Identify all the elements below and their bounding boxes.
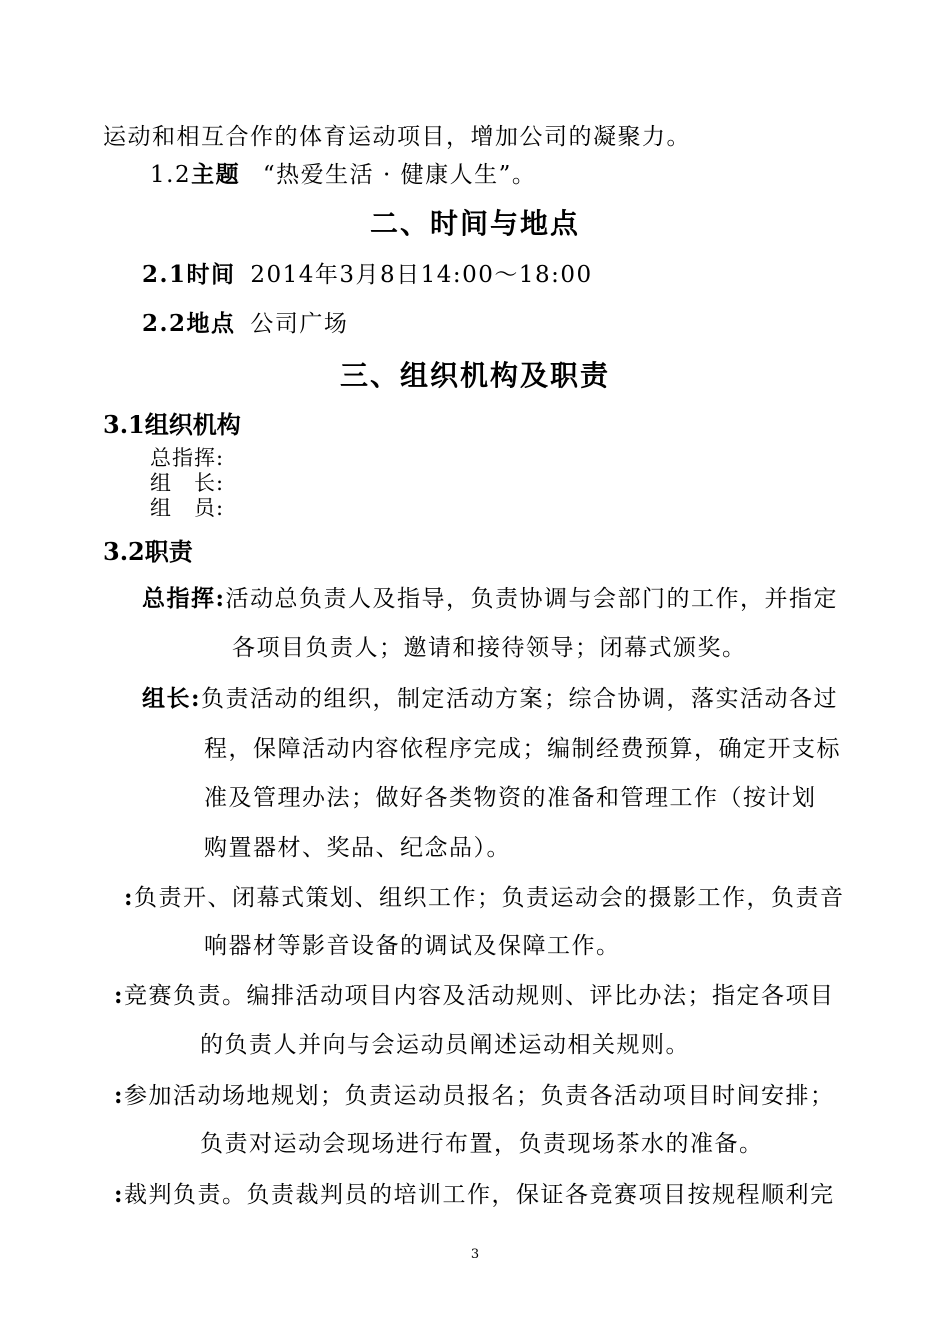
duty-subheading: 3.2职责 xyxy=(103,537,193,566)
section-heading-organization: 三、组织机构及职责 xyxy=(339,359,610,392)
theme-label: 主题 xyxy=(191,161,241,188)
leader-duty-label: 组长: xyxy=(142,685,201,712)
duty-item-2-line-1: :竞赛负责。编排活动项目内容及活动规则、评比办法；指定各项目 xyxy=(114,982,835,1009)
duty-item-3-line-2: 负责对运动会现场进行布置，负责现场茶水的准备。 xyxy=(200,1131,764,1157)
time-label: 2.1时间 xyxy=(142,261,236,288)
place-label: 2.2地点 xyxy=(142,310,236,337)
duty-item-2-line-2: 的负责人并向与会运动员阐述运动相关规则。 xyxy=(200,1032,690,1058)
time-text: 2014年3月8日14:00～18:00 xyxy=(250,262,593,288)
leader-duty-line-3: 准及管理办法；做好各类物资的准备和管理工作（按计划 xyxy=(204,785,817,811)
chief-duty-line-2: 各项目负责人；邀请和接待领导；闭幕式颁奖。 xyxy=(232,635,747,661)
leader-duty-line-1: 组长:负责活动的组织，制定活动方案；综合协调，落实活动各过 xyxy=(142,685,838,712)
duty-item-3-line-1: :参加活动场地规划；负责运动员报名；负责各活动项目时间安排； xyxy=(114,1082,835,1109)
page-number: 3 xyxy=(470,1247,480,1262)
duty-item-1-line-2: 响器材等影音设备的调试及保障工作。 xyxy=(204,933,621,959)
duty-item-1-label: : xyxy=(124,884,134,911)
place-line xyxy=(142,305,348,338)
duty-item-2-label: : xyxy=(114,982,124,1009)
duty-item-3-label: : xyxy=(114,1082,124,1109)
place-text: 公司广场 xyxy=(250,311,349,337)
theme-number: 1.2 xyxy=(150,162,192,188)
org-leader: 组 长: xyxy=(150,471,225,495)
chief-duty-label: 总指挥: xyxy=(142,585,226,612)
leader-duty-line-4: 购置器材、奖品、纪念品）。 xyxy=(204,835,511,861)
org-member: 组 员: xyxy=(150,496,225,520)
section-heading-time-place: 二、时间与地点 xyxy=(369,207,580,240)
paragraph-line: 运动和相互合作的体育运动项目，增加公司的凝聚力。 xyxy=(103,124,691,150)
chief-duty-line-1: 总指挥:活动总负责人及指导，负责协调与会部门的工作，并指定 xyxy=(142,585,838,612)
org-chief: 总指挥: xyxy=(150,446,225,470)
theme-line xyxy=(150,156,536,189)
duty-item-4-line-1: :裁判负责。负责裁判员的培训工作，保证各竞赛项目按规程顺利完 xyxy=(114,1181,835,1208)
time-line xyxy=(142,256,593,289)
leader-duty-line-2: 程，保障活动内容依程序完成；编制经费预算，确定开支标 xyxy=(204,736,841,762)
duty-item-4-label: : xyxy=(114,1181,124,1208)
duty-item-1-line-1: :负责开、闭幕式策划、组织工作；负责运动会的摄影工作，负责音 xyxy=(124,884,845,911)
org-subheading: 3.1组织机构 xyxy=(103,410,241,439)
theme-text: “热爱生活 · 健康人生”。 xyxy=(262,162,537,188)
